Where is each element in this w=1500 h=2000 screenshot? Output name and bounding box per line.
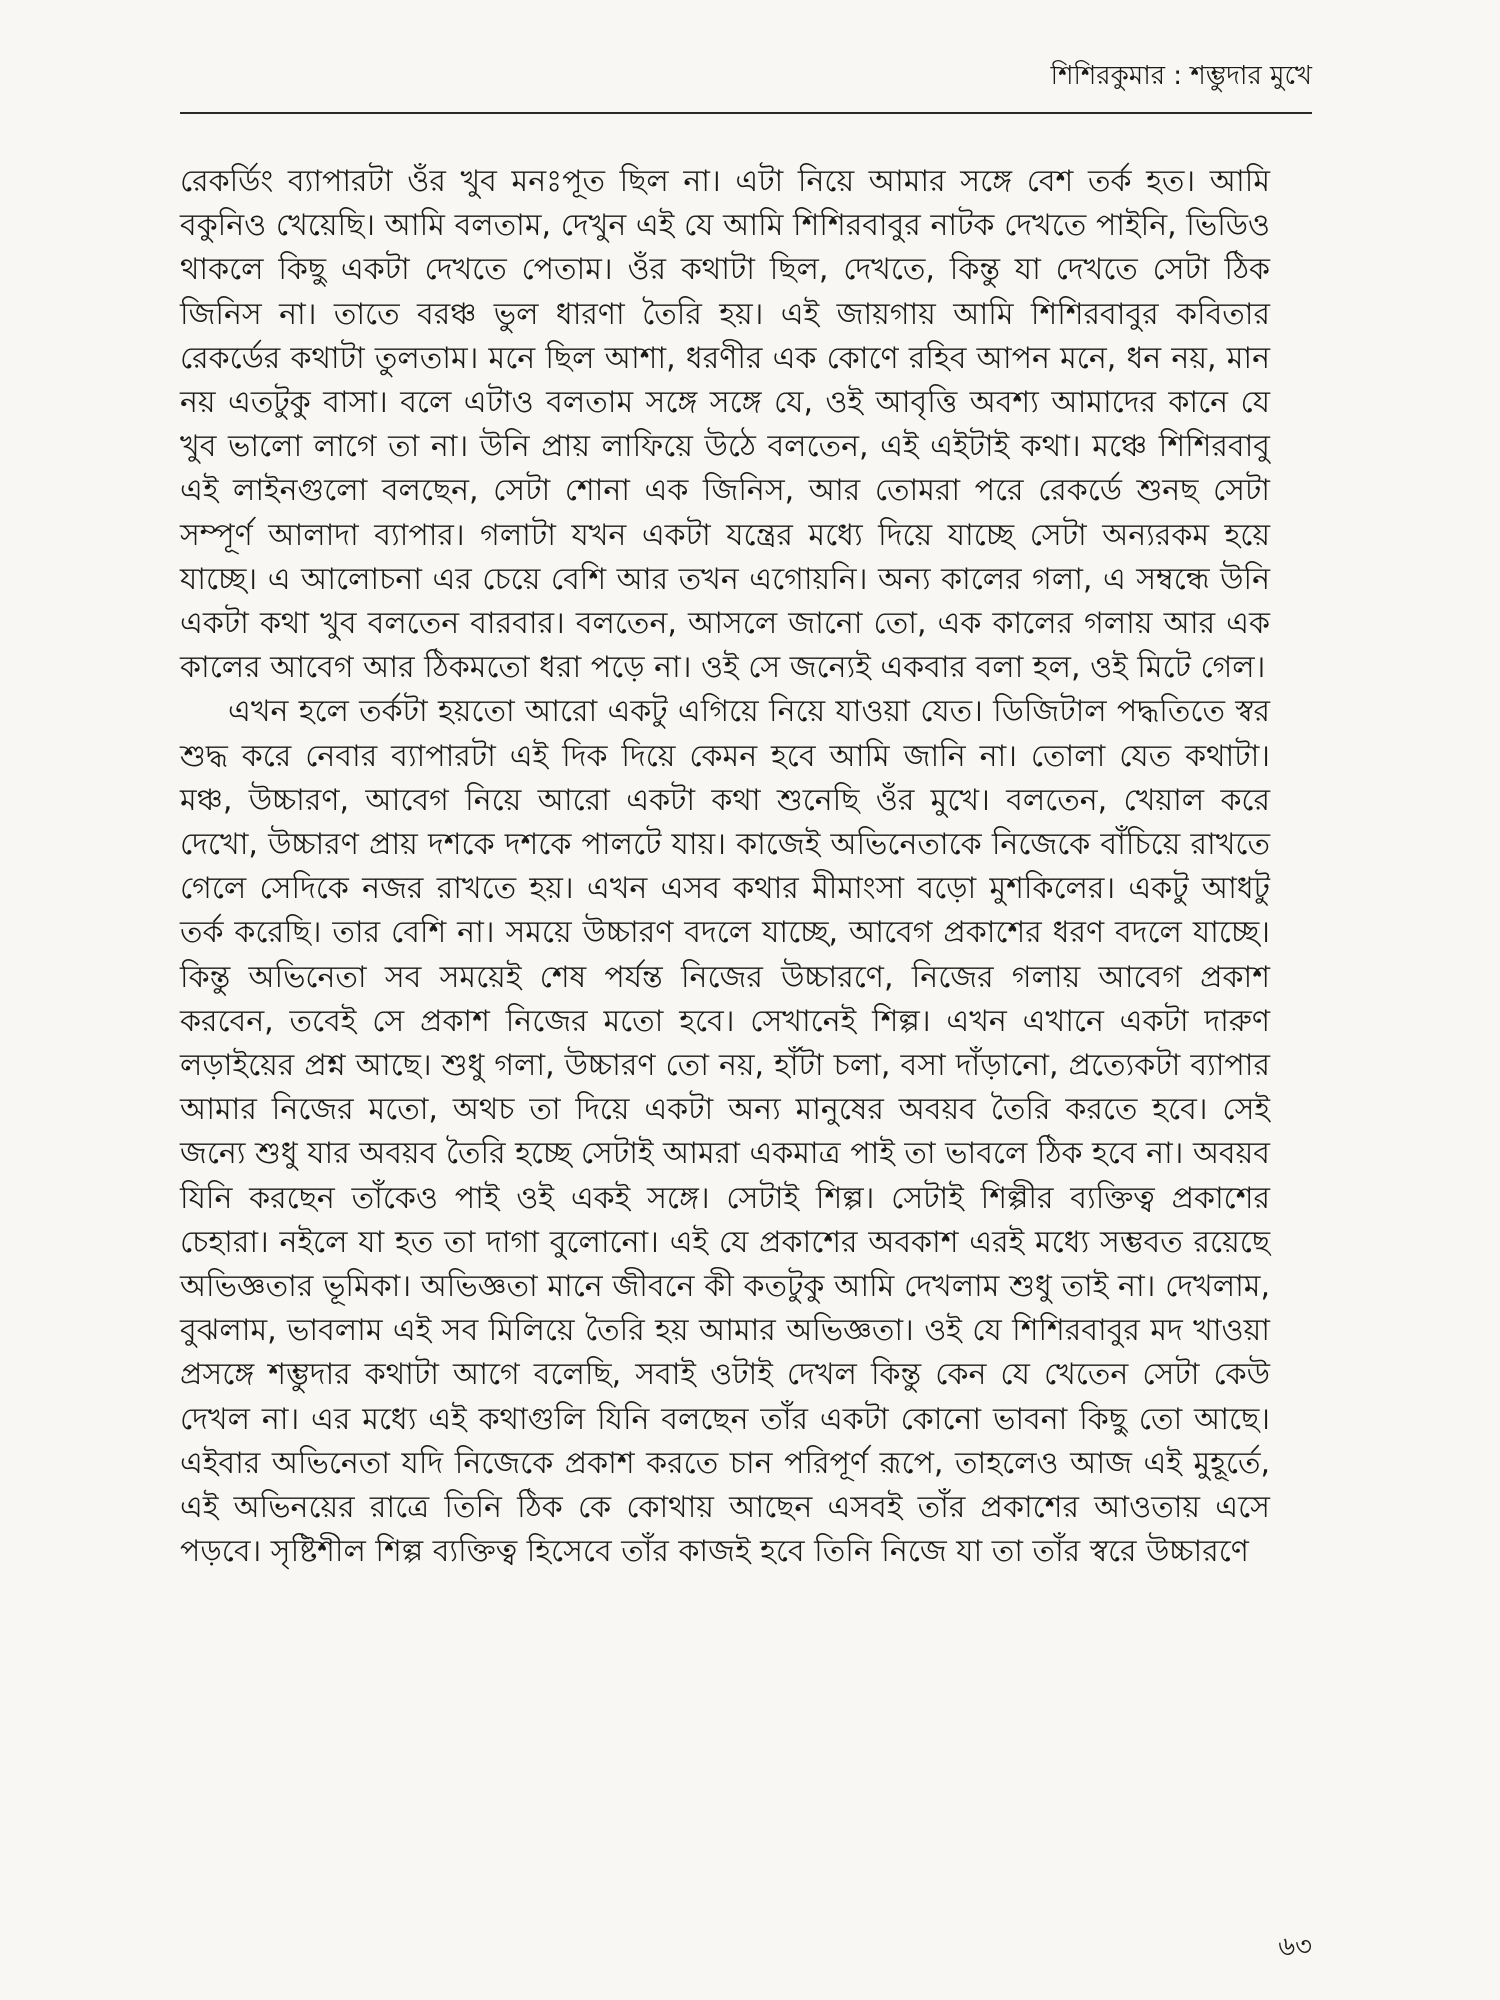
body-text (180, 160, 1270, 1575)
paragraph-2: এখন হলে তর্কটা হয়তো আরো একটু এগিয়ে নিয়ে যাওয়া যেত। ডিজিটাল পদ্ধতিতে স্বর শুদ্ধ করে নেবার ব্যাপারটা এই দিক দিয়ে কেমন হবে আমি জানি না। তোলা যেত কথাটা। মঞ্চ, উচ্চারণ, আবেগ নিয়ে আরো একটা কথা শুনেছি ওঁর মুখে। বলতেন, খেয়াল করে দেখো, উচ্চারণ প্রায় দশকে দশকে পালটে যায়। কাজেই অভিনেতাকে নিজেকে বাঁচিয়ে রাখতে গেলে সেদিকে নজর রাখতে হয়। এখন এসব কথার মীমাংসা বড়ো মুশকিলের। একটু আধটু তর্ক করেছি। তার বেশি না। সময়ে উচ্চারণ বদলে যাচ্ছে, আবেগ প্রকাশের ধরণ বদলে যাচ্ছে। কিন্তু অভিনেতা সব সময়েই শেষ পর্যন্ত নিজের উচ্চারণে, নিজের গলায় আবেগ প্রকাশ করবেন, তবেই সে প্রকাশ নিজের মতো হবে। সেখানেই শিল্প। এখন এখানে একটা দারুণ লড়াইয়ের প্রশ্ন আছে। শুধু গলা, উচ্চারণ তো নয়, হাঁটা চলা, বসা দাঁড়ানো, প্রত্যেকটা ব্যাপার আমার নিজের মতো, অথচ তা দিয়ে একটা অন্য মানুষের অবয়ব তৈরি করতে হবে। সেই জন্যে শুধু যার অবয়ব তৈরি হচ্ছে সেটাই আমরা একমাত্র পাই তা ভাবলে ঠিক হবে না। অবয়ব যিনি করছেন তাঁকেও পাই ওই একই সঙ্গে। সেটাই শিল্প। সেটাই শিল্পীর ব্যক্তিত্ব প্রকাশের চেহারা। নইলে যা হত তা দাগা বুলোনো। এই যে প্রকাশের অবকাশ এরই মধ্যে সম্ভবত রয়েছে অভিজ্ঞতার ভূমিকা। অভিজ্ঞতা মানে জীবনে কী কতটুকু আমি দেখলাম শুধু তাই না। দেখলাম, বুঝলাম, ভাবলাম এই সব মিলিয়ে তৈরি হয় আমার অভিজ্ঞতা। ওই যে শিশিরবাবুর মদ খাওয়া প্রসঙ্গে শম্ভুদার কথাটা আগে বলেছি, সবাই ওটাই দেখল কিন্তু কেন যে খেতেন সেটা কেউ দেখল না। এর মধ্যে এই কথাগুলি যিনি বলছেন তাঁর একটা কোনো ভাবনা কিছু তো আছে। এইবার অভিনেতা যদি নিজেকে প্রকাশ করতে চান পরিপূর্ণ রূপে, তাহলেও আজ এই মুহূর্তে, এই অভিনয়ের রাত্রে তিনি ঠিক কে কোথায় আছেন এসবই তাঁর প্রকাশের আওতায় এসে পড়বে। সৃষ্টিশীল শিল্প ব্যক্তিত্ব হিসেবে তাঁর কাজই হবে তিনি নিজে যা তা তাঁর স্বরে উচ্চারণে (180, 694, 1270, 1570)
header-divider (180, 112, 1312, 114)
running-header: শিশিরকুমার : শম্ভুদার মুখে (1050, 61, 1312, 91)
paragraph-1: রেকর্ডিং ব্যাপারটা ওঁর খুব মনঃপূত ছিল না। এটা নিয়ে আমার সঙ্গে বেশ তর্ক হত। আমি বকুনিও খেয়েছি। আমি বলতাম, দেখুন এই যে আমি শিশিরবাবুর নাটক দেখতে পাইনি, ভিডিও থাকলে কিছু একটা দেখতে পেতাম। ওঁর কথাটা ছিল, দেখতে, কিন্তু যা দেখতে সেটা ঠিক জিনিস না। তাতে বরঞ্চ ভুল ধারণা তৈরি হয়। এই জায়গায় আমি শিশিরবাবুর কবিতার রেকর্ডের কথাটা তুলতাম। মনে ছিল আশা, ধরণীর এক কোণে রহিব আপন মনে, ধন নয়, মান নয় এতটুকু বাসা। বলে এটাও বলতাম সঙ্গে সঙ্গে যে, ওই আবৃত্তি অবশ্য আমাদের কানে যে খুব ভালো লাগে তা না। উনি প্রায় লাফিয়ে উঠে বলতেন, এই এইটাই কথা। মঞ্চে শিশিরবাবু এই লাইনগুলো বলছেন, সেটা শোনা এক জিনিস, আর তোমরা পরে রেকর্ডে শুনছ সেটা সম্পূর্ণ আলাদা ব্যাপার। গলাটা যখন একটা যন্ত্রের মধ্যে দিয়ে যাচ্ছে সেটা অন্যরকম হয়ে যাচ্ছে। এ আলোচনা এর চেয়ে বেশি আর তখন এগোয়নি। অন্য কালের গলা, এ সম্বন্ধে উনি একটা কথা খুব বলতেন বারবার। বলতেন, আসলে জানো তো, এক কালের গলায় আর এক কালের আবেগ আর ঠিকমতো ধরা পড়ে না। ওই সে জন্যেই একবার বলা হল, ওই মিটে গেল। (180, 164, 1270, 686)
page-number: ৬৩ (1278, 1932, 1312, 1962)
